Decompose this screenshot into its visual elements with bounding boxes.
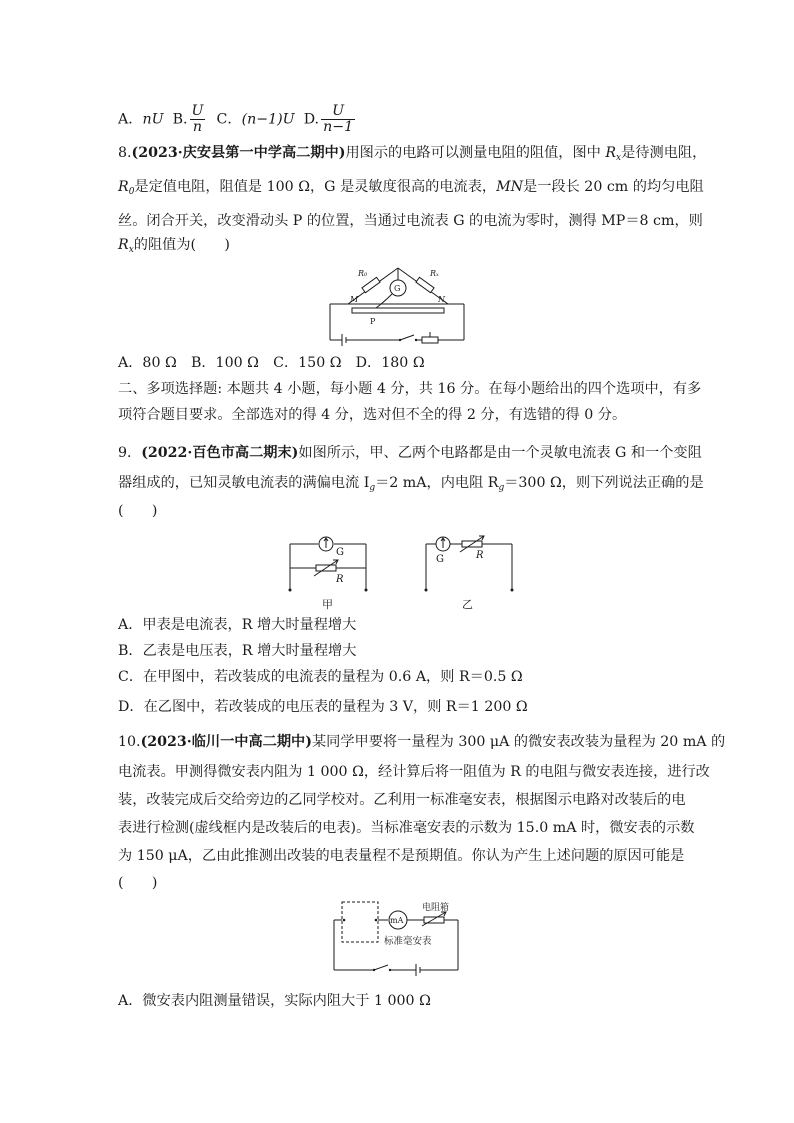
q7-option-c-value: (n−1)U: [241, 111, 295, 128]
q8-line-4: $R_x$的阻值为( ): [118, 237, 230, 255]
q9-source: (2022·百色市高二期末): [141, 445, 299, 461]
q10-circuit-diagram: [332, 896, 462, 976]
q7-option-c-label: C．: [216, 111, 242, 128]
q7-option-b-label: B.: [172, 111, 188, 128]
q9-jia-label-g: G: [336, 547, 344, 558]
q10-number: 10.: [118, 734, 141, 750]
q9-option-b: B．乙表是电压表，R 增大时量程增大: [118, 643, 357, 659]
q9-line-1: 9．(2022·百色市高二期末)如图所示，甲、乙两个电路都是由一个灵敏电流表 G 和一个变阻: [118, 445, 702, 461]
q8-label-n: N: [438, 295, 445, 304]
q9-option-c: C．在甲图中，若改装成的电流表的量程为 0.6 A，则 R＝0.5 Ω: [118, 669, 523, 685]
q8-label-m: M: [350, 295, 359, 304]
q9-option-d: D．在乙图中，若改装成的电压表的量程为 3 V，则 R＝1 200 Ω: [118, 699, 528, 715]
q9-line-3: ( ): [118, 503, 158, 519]
q9-circuit-yi: [424, 528, 520, 612]
q9-jia-caption: 甲: [322, 598, 333, 611]
q7-option-a-value: nU: [142, 111, 164, 128]
q7-option-a-label: A．: [118, 111, 143, 128]
q10-line-3: 装，改装完成后交给旁边的乙同学校对。乙利用一标准毫安表，根据图示电路对改装后的电: [118, 792, 686, 808]
q8-label-r0: R₀: [358, 269, 368, 278]
q10-label-ma: mA: [390, 916, 404, 925]
q10-option-a: A．微安表内阻测量错误，实际内阻大于 1 000 Ω: [118, 993, 431, 1009]
q8-line-3: 丝。闭合开关，改变滑动头 P 的位置，当通过电流表 G 的电流为零时，测得 MP＝8 cm，则: [118, 213, 703, 229]
q10-line-5: 为 150 μA，乙由此推测出改装的电表量程不是预期值。你认为产生上述问题的原因可能是: [118, 848, 685, 864]
q10-line-1: 10.(2023·临川一中高二期中)某同学甲要将一量程为 300 μA 的微安表改装为量程为 20 mA 的: [118, 734, 726, 750]
q8-line-1: 8.(2023·庆安县第一中学高二期中)用图示的电路可以测量电阻的阻值，图中 $R_x$是待测电阻，: [118, 145, 707, 163]
q8-label-g: G: [394, 284, 401, 293]
q10-line-2: 电流表。甲测得微安表内阻为 1 000 Ω，经计算后将一阻值为 R 的电阻与微安表连接，进行改: [118, 764, 710, 780]
q9-yi-label-r: R: [476, 550, 484, 561]
q10-line-4: 表进行检测(虚线框内是改装后的电表)。当标准毫安表的示数为 15.0 mA 时，微安表的示数: [118, 820, 695, 836]
q9-number: 9．: [118, 445, 142, 461]
q9-jia-label-r: R: [336, 574, 344, 585]
q8-line-2: $R_0$是定值电阻，阻值是 100 Ω，G 是灵敏度很高的电流表，MN是一段长 20 cm 的均匀电阻: [118, 179, 704, 197]
q8-source: (2023·庆安县第一中学高二期中): [131, 145, 346, 161]
q7-option-d-fraction: $\frac{U}{n-1}$: [323, 103, 354, 135]
q7-options: [118, 104, 357, 135]
q10-line-6: ( ): [118, 875, 158, 891]
q8-label-rx: Rₓ: [430, 269, 439, 278]
q8-label-p: P: [370, 317, 376, 326]
q9-yi-caption: 乙: [462, 598, 473, 611]
q8-circuit-diagram: [328, 262, 468, 348]
q8-number: 8.: [118, 145, 132, 161]
q9-yi-label-g: G: [436, 554, 444, 565]
q7-option-b-fraction: $\frac{U}{n}$: [191, 103, 204, 135]
q9-option-a: A．甲表是电流表，R 增大时量程增大: [118, 617, 357, 633]
q9-circuit-jia: [288, 528, 374, 612]
q8-options: A．80 Ω B．100 Ω C．150 Ω D．180 Ω: [118, 355, 425, 371]
q9-line-2: 器组成的，已知灵敏电流表的满偏电流 $I_g=2$ mA，内电阻 $R_g=300$ Ω，则下列说法正确的是: [118, 475, 704, 493]
q10-label-standard-ammeter: 标准毫安表: [384, 936, 432, 947]
q10-source: (2023·临川一中高二期中): [140, 734, 312, 750]
section2-line-1: 二、多项选择题: 本题共 4 小题，每小题 4 分，共 16 分。在每小题给出的四个选项中，有多: [118, 381, 702, 397]
q10-label-resistor-box: 电阻箱: [422, 903, 450, 913]
section2-line-2: 项符合题目要求。全部选对的得 4 分，选对但不全的得 2 分，有选错的得 0 分。: [118, 407, 627, 423]
q7-option-d-label: D.: [303, 111, 320, 128]
